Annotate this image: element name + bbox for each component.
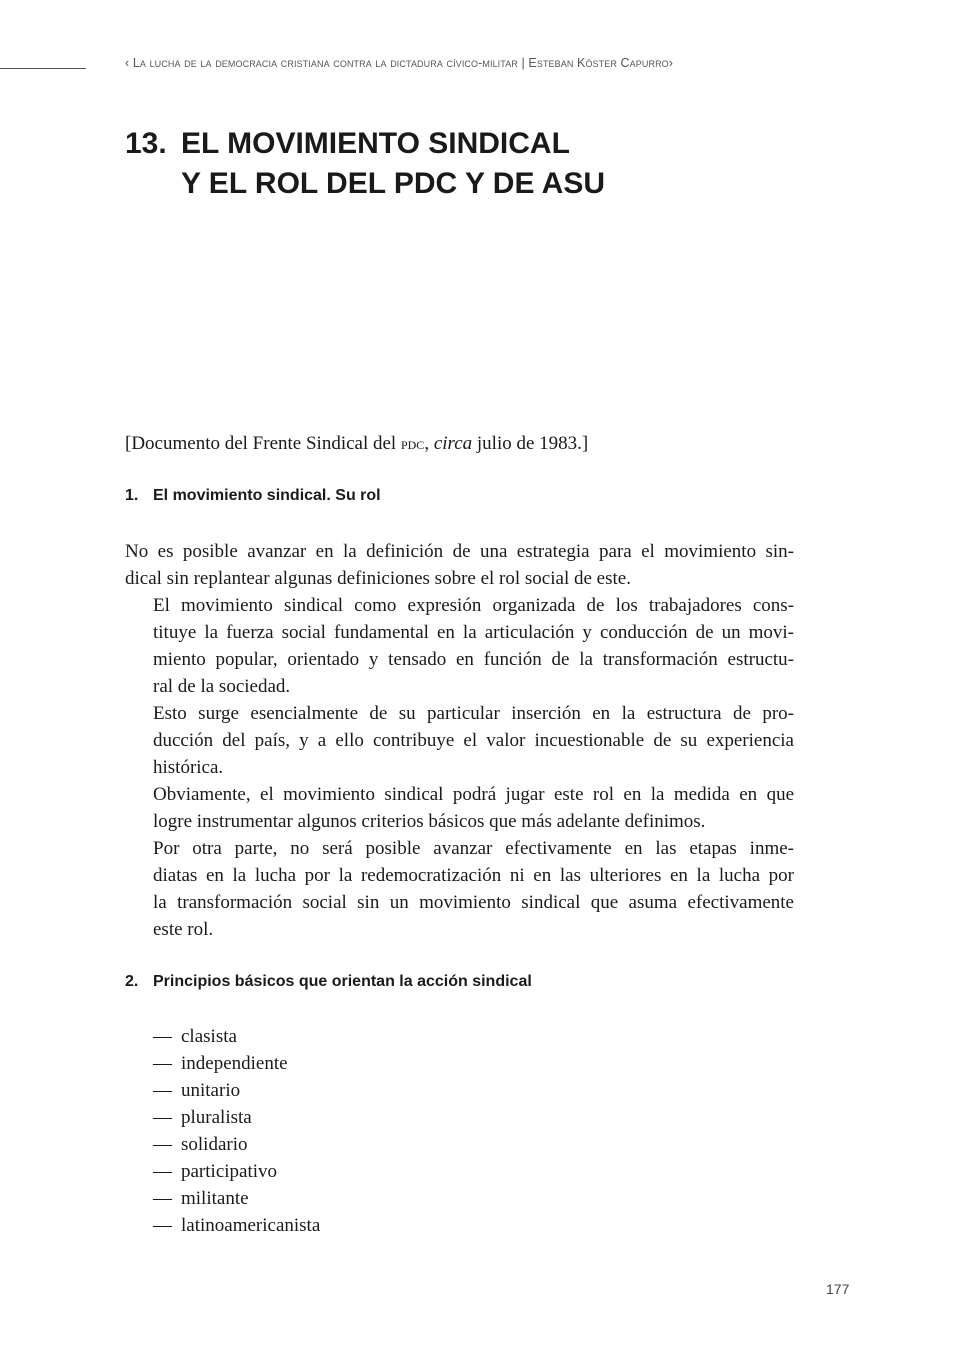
principles-list [153, 1023, 320, 1239]
list-item [153, 1023, 320, 1050]
list-item-text: clasista [181, 1026, 237, 1047]
paragraph-line: miento popular, orientado y tensado en función de la transformación estructu- [153, 649, 794, 670]
paragraph [125, 835, 794, 943]
running-header-author: Esteban Köster Capurro› [528, 56, 674, 70]
running-header-separator: | [517, 56, 529, 70]
paragraph-line: Obviamente, el movimiento sindical podrá jugar este rol en la medida en que [153, 784, 794, 805]
source-note-comma: , [424, 433, 434, 454]
list-item-text: participativo [181, 1161, 278, 1182]
section-2-heading [125, 971, 532, 993]
paragraph-line: este rol. [153, 919, 214, 940]
chapter-title-line-2: Y EL ROL DEL PDC Y DE ASU [181, 167, 606, 200]
section-1-heading [125, 485, 381, 507]
em-dash-bullet: — [153, 1080, 172, 1101]
paragraph-line: ducción del país, y a ello contribuye el valor incuestionable de su experiencia [153, 730, 794, 751]
section-1-body [125, 538, 794, 943]
header-rule [0, 68, 86, 69]
paragraph [125, 781, 794, 835]
source-note-acronym: pdc [400, 434, 425, 453]
em-dash-bullet: — [153, 1134, 172, 1155]
section-2-title: Principios básicos que orientan la acción sindical [153, 973, 532, 990]
paragraph [125, 592, 794, 700]
chapter-number: 13. [125, 127, 167, 160]
paragraph-line: diatas en la lucha por la redemocratización ni en las ulteriores en la lucha por [153, 865, 794, 886]
list-item-text: pluralista [181, 1107, 252, 1128]
paragraph-line: histórica. [153, 757, 224, 778]
running-header [125, 56, 825, 70]
paragraph-line: Por otra parte, no será posible avanzar efectivamente en las etapas inme- [153, 838, 794, 859]
paragraph-line: dical sin replantear algunas definiciones sobre el rol social de este. [125, 568, 631, 589]
em-dash-bullet: — [153, 1107, 172, 1128]
paragraph-line: logre instrumentar algunos criterios básicos que más adelante definimos. [153, 811, 706, 832]
section-2-number: 2. [125, 973, 139, 990]
list-item-text: militante [181, 1188, 249, 1209]
paragraph-line: ral de la sociedad. [153, 676, 291, 697]
source-note-prefix: [Documento del Frente Sindical del [125, 433, 401, 454]
source-note-circa: circa [433, 433, 473, 454]
list-item [153, 1077, 320, 1104]
em-dash-bullet: — [153, 1215, 172, 1236]
page-number: 177 [826, 1281, 850, 1297]
paragraph-line: tituye la fuerza social fundamental en la articulación y conducción de un movi- [153, 622, 794, 643]
list-item [153, 1158, 320, 1185]
source-note [125, 430, 588, 457]
paragraph-line: No es posible avanzar en la definición de una estrategia para el movimiento sin- [125, 541, 794, 562]
paragraph-line: la transformación social sin un movimiento sindical que asuma efectivamente [153, 892, 794, 913]
em-dash-bullet: — [153, 1026, 172, 1047]
list-item-text: independiente [181, 1053, 288, 1074]
chapter-title-line-1: EL MOVIMIENTO SINDICAL [181, 127, 570, 160]
section-1-title: El movimiento sindical. Su rol [153, 487, 381, 504]
source-note-suffix: julio de 1983.] [472, 433, 589, 454]
paragraph-line: Esto surge esencialmente de su particular inserción en la estructura de pro- [153, 703, 794, 724]
list-item [153, 1212, 320, 1239]
section-1-number: 1. [125, 487, 139, 504]
em-dash-bullet: — [153, 1053, 172, 1074]
paragraph-line: El movimiento sindical como expresión organizada de los trabajadores cons- [153, 595, 794, 616]
chapter-title [125, 124, 605, 204]
list-item [153, 1185, 320, 1212]
list-item [153, 1104, 320, 1131]
list-item-text: solidario [181, 1134, 248, 1155]
em-dash-bullet: — [153, 1188, 172, 1209]
paragraph [125, 700, 794, 781]
em-dash-bullet: — [153, 1161, 172, 1182]
list-item [153, 1050, 320, 1077]
paragraph [125, 538, 794, 592]
list-item-text: latinoamericanista [181, 1215, 321, 1236]
list-item [153, 1131, 320, 1158]
list-item-text: unitario [181, 1080, 241, 1101]
running-header-book-title: ‹ La lucha de la democracia cristiana contra la dictadura cívico-militar [125, 56, 518, 70]
